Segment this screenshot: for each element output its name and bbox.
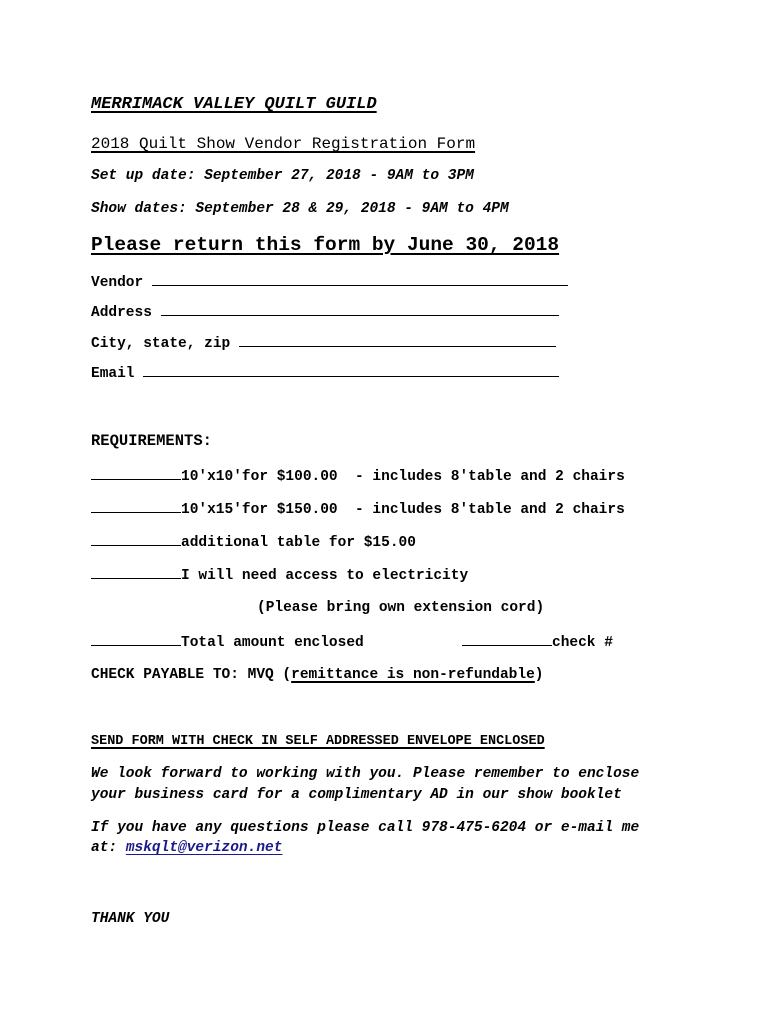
return-deadline: Please return this form by June 30, 2018 — [91, 234, 560, 256]
address-blank[interactable] — [161, 303, 559, 316]
city-field[interactable] — [91, 334, 556, 353]
vendor-blank[interactable] — [152, 273, 568, 286]
requirement-item[interactable] — [91, 566, 468, 585]
requirement-item[interactable] — [91, 467, 625, 486]
requirement-blank[interactable] — [91, 533, 181, 546]
requirement-text: 10'x10'for $100.00 - includes 8'table and 2 chairs — [181, 469, 625, 485]
check-label: check # — [552, 635, 613, 651]
setup-date: Set up date: September 27, 2018 - 9AM to 3PM — [91, 168, 474, 184]
payable-prefix: CHECK PAYABLE TO: MVQ ( — [91, 667, 292, 683]
requirement-item[interactable] — [91, 533, 416, 552]
email-blank[interactable] — [143, 364, 559, 377]
guild-name: MERRIMACK VALLEY QUILT GUILD — [91, 95, 377, 114]
total-amount-field[interactable] — [91, 633, 364, 652]
vendor-label: Vendor — [91, 275, 144, 291]
vendor-field[interactable] — [91, 273, 568, 292]
requirement-blank[interactable] — [91, 467, 181, 480]
payable-suffix: ) — [534, 667, 544, 683]
email-label: Email — [91, 366, 135, 382]
send-form-instruction: SEND FORM WITH CHECK IN SELF ADDRESSED ENVELOPE ENCLOSED — [91, 734, 545, 749]
form-title: 2018 Quilt Show Vendor Registration Form — [91, 135, 476, 153]
requirement-text: 10'x15'for $150.00 - includes 8'table and 2 chairs — [181, 502, 625, 518]
requirement-text: additional table for $15.00 — [181, 535, 416, 551]
contact-paragraph-line — [91, 839, 282, 857]
requirements-heading: REQUIREMENTS: — [91, 432, 212, 450]
total-blank[interactable] — [91, 633, 181, 646]
contact-prefix: at: — [91, 840, 126, 856]
check-blank[interactable] — [462, 633, 552, 646]
thank-you: THANK YOU — [91, 911, 170, 927]
requirement-blank[interactable] — [91, 500, 181, 513]
nonrefundable-note: remittance is non-refundable — [291, 667, 535, 683]
email-link[interactable]: mskqlt@verizon.net — [125, 840, 283, 856]
address-label: Address — [91, 305, 152, 321]
show-dates: Show dates: September 28 & 29, 2018 - 9AM to 4PM — [91, 201, 509, 217]
check-number-field[interactable] — [462, 633, 613, 652]
city-label: City, state, zip — [91, 336, 231, 352]
total-label: Total amount enclosed — [181, 635, 364, 651]
requirement-text: I will need access to electricity — [181, 568, 469, 584]
payable-to — [91, 666, 543, 684]
closing-paragraph-line: We look forward to working with you. Please remember to enclose — [91, 766, 640, 782]
extension-cord-note: (Please bring own extension cord) — [257, 600, 545, 616]
requirement-item[interactable] — [91, 500, 625, 519]
closing-paragraph-line: your business card for a complimentary AD in our show booklet — [91, 787, 622, 803]
email-field[interactable] — [91, 364, 559, 383]
city-blank[interactable] — [239, 334, 556, 347]
requirement-blank[interactable] — [91, 566, 181, 579]
contact-paragraph-line: If you have any questions please call 978-475-6204 or e-mail me — [91, 820, 640, 836]
address-field[interactable] — [91, 303, 559, 322]
